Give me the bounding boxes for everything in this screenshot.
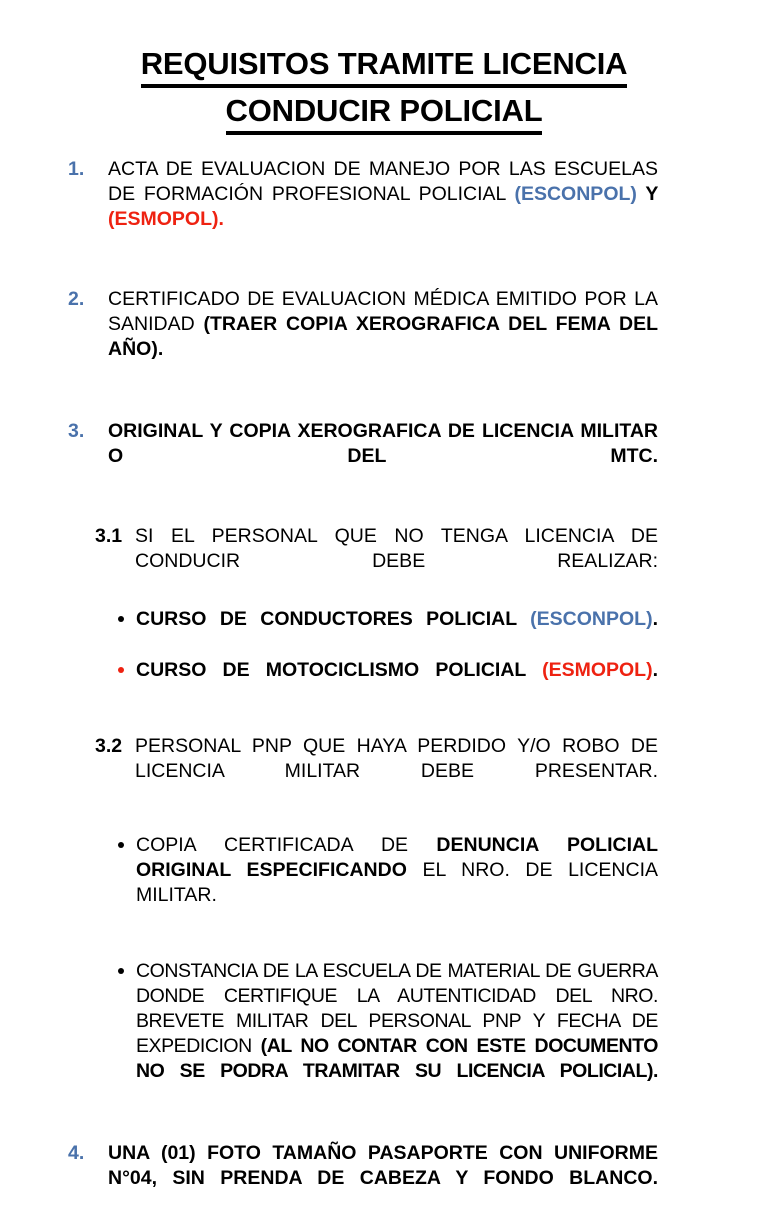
requirement-text-4: UNA (01) FOTO TAMAÑO PASAPORTE CON UNIFORME N°04, SIN PRENDA DE CABEZA Y FONDO BLANCO. <box>108 1142 658 1189</box>
list-item <box>118 658 658 708</box>
bullet-text-denuncia <box>136 834 658 931</box>
list-item <box>118 833 658 933</box>
esconpol-tag-bullet: (ESCONPOL) <box>530 608 653 630</box>
bullet-text-motociclismo <box>136 659 658 706</box>
requirement-number-2: 2. <box>68 288 85 310</box>
bullet-text-constancia <box>136 960 658 1107</box>
conjunction-item1: Y <box>636 183 658 205</box>
requirement-text-3: ORIGINAL Y COPIA XEROGRAFICA DE LICENCIA MILITAR O DEL MTC. <box>108 420 658 467</box>
esmopol-tag-item1: (ESMOPOL) <box>108 208 219 230</box>
requirement-text-2 <box>108 287 658 387</box>
page-title-line-2: CONDUCIR POLICIAL <box>226 92 543 135</box>
bullet-denuncia-main: COPIA CERTIFICADA DE <box>136 834 437 856</box>
sub-requirement-3-1 <box>95 524 658 599</box>
list-item <box>118 607 658 657</box>
bullet-text-conductores <box>136 608 658 655</box>
requirement-number-4: 4. <box>68 1142 85 1164</box>
bullet-motociclismo-period: . <box>652 659 658 681</box>
bullet-dot-icon <box>118 968 124 974</box>
requirement-2-emphasis: (TRAER COPIA XEROGRAFICA DEL FEMA DEL AÑO). <box>108 313 658 360</box>
requirement-item-3 <box>68 419 658 494</box>
requirement-2-main: CERTIFICADO DE EVALUACION MÉDICA EMITIDO POR LA SANIDAD <box>108 288 658 335</box>
sub-requirement-number-3-2: 3.2 <box>95 735 123 757</box>
bullet-conductores-period: . <box>652 608 658 630</box>
esconpol-tag-item1: (ESCONPOL) <box>514 183 637 205</box>
bullet-constancia-main: CONSTANCIA DE LA ESCUELA DE MATERIAL DE GUERRA DONDE CERTIFIQUE LA AUTENTICIDAD DEL NRO. BREVETE MILITAR DEL PERSONAL PNP Y FECHA DE EXPEDICION <box>136 960 658 1057</box>
period-item1: . <box>218 208 224 230</box>
sub-requirement-number-3-1: 3.1 <box>95 525 123 547</box>
bullet-constancia-emphasis: (AL NO CONTAR CON ESTE DOCUMENTO NO SE PODRA TRAMITAR SU LICENCIA POLICIAL). <box>136 1035 658 1082</box>
requirement-item-4 <box>68 1141 658 1216</box>
sub-requirement-text-3-1: SI EL PERSONAL QUE NO TENGA LICENCIA DE CONDUCIR DEBE REALIZAR: <box>135 525 658 572</box>
bullet-motociclismo-main: CURSO DE MOTOCICLISMO POLICIAL <box>136 659 543 681</box>
bullet-conductores-main: CURSO DE CONDUCTORES POLICIAL <box>136 608 531 630</box>
bullet-dot-icon <box>118 667 124 673</box>
page-title-line-1: REQUISITOS TRAMITE LICENCIA <box>141 45 628 88</box>
requirement-number-3: 3. <box>68 420 85 442</box>
requirement-number-1: 1. <box>68 158 85 180</box>
bullet-dot-icon <box>118 842 124 848</box>
bullet-denuncia-tail: EL NRO. DE LICENCIA MILITAR. <box>136 859 659 906</box>
sub-requirement-text-3-2: PERSONAL PNP QUE HAYA PERDIDO Y/O ROBO DE LICENCIA MILITAR DEBE PRESENTAR. <box>135 735 658 782</box>
bullet-denuncia-emphasis: DENUNCIA POLICIAL ORIGINAL ESPECIFICANDO <box>136 834 658 881</box>
list-item <box>118 959 658 1109</box>
bullet-dot-icon <box>118 616 124 622</box>
requirement-1-main: ACTA DE EVALUACION DE MANEJO POR LAS ESCUELAS DE FORMACIÓN PROFESIONAL POLICIAL <box>108 158 658 205</box>
page-title <box>58 0 710 135</box>
requirement-item-1 <box>68 157 658 257</box>
requirement-text-1 <box>108 157 658 257</box>
requirement-item-2 <box>68 287 658 387</box>
sub-requirement-3-2 <box>95 734 658 809</box>
esmopol-tag-bullet: (ESMOPOL) <box>542 659 653 681</box>
